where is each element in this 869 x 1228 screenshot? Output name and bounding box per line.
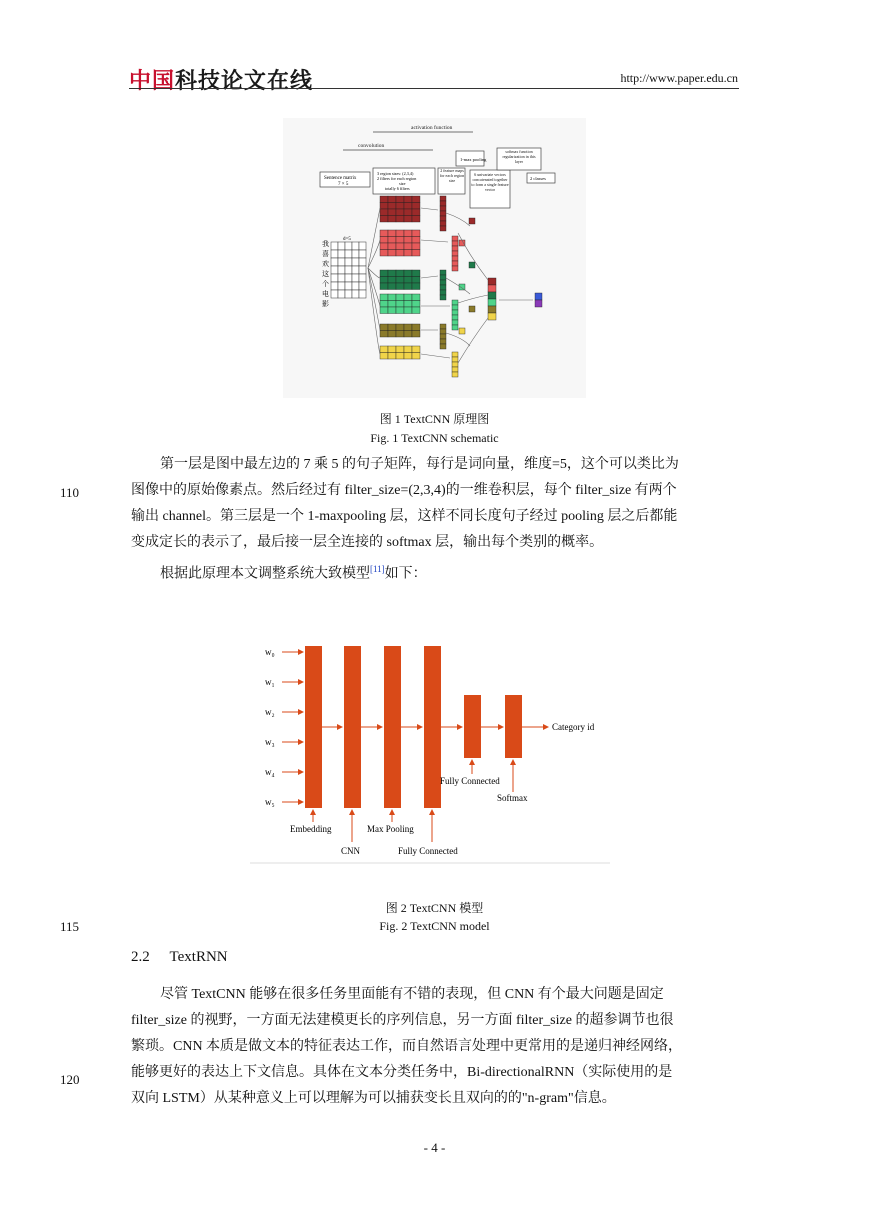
fully-connected-label-1: Fully Connected bbox=[398, 846, 458, 856]
paragraph-1-line-3: 输出 channel。第三层是一个 1-maxpooling 层，这样不同长度句子经过 pooling 层之后都能 bbox=[131, 509, 678, 524]
fig1-convolution-label: convolution bbox=[358, 143, 385, 149]
fig1-classes: 2 classes bbox=[530, 176, 546, 181]
fig1-char-2: 欢 bbox=[322, 260, 329, 268]
fc1-bar bbox=[424, 646, 441, 808]
fig1-char-3: 这 bbox=[322, 270, 329, 278]
figure-2-textcnn-model bbox=[250, 632, 612, 864]
paragraph-2 bbox=[131, 982, 682, 1112]
input-2: w₂ bbox=[265, 707, 275, 717]
cnn-bar bbox=[344, 646, 361, 808]
paragraph-1-line-4: 变成定长的表示了，最后接一层全连接的 softmax 层，输出每个类别的概率。 bbox=[131, 535, 604, 550]
fig1-region-sizes: 3 region sizes: (2,3,4) bbox=[377, 171, 414, 176]
section-number: 2.2 bbox=[131, 949, 150, 965]
input-5: w₅ bbox=[265, 797, 275, 807]
journal-logo: 中国科技论文在线 bbox=[129, 69, 314, 94]
fig1-char-1: 喜 bbox=[322, 250, 329, 258]
input-1: w₁ bbox=[265, 677, 275, 687]
section-title: TextRNN bbox=[169, 949, 228, 965]
fig1-d-label: d=5 bbox=[343, 237, 351, 242]
max-pooling-label: Max Pooling bbox=[367, 824, 414, 834]
fig1-char-5: 电 bbox=[322, 290, 329, 298]
input-3: w₃ bbox=[265, 737, 275, 747]
figure-2-caption-cn: 图 2 TextCNN 模型 bbox=[385, 901, 484, 915]
paragraph-1-line-1: 第一层是图中最左边的 7 乘 5 的句子矩阵，每行是词向量，维度=5，这个可以类比为 bbox=[160, 457, 679, 472]
line-number-115: 115 bbox=[60, 919, 80, 934]
page-number: - 4 - bbox=[423, 1140, 446, 1155]
input-4: w₄ bbox=[265, 767, 275, 777]
header-rule bbox=[129, 88, 739, 89]
paragraph-1-line-2: 图像中的原始像素点。然后经过有 filter_size=(2,3,4)的一维卷积层，每个 filter_size 有两个 bbox=[131, 483, 677, 498]
fig1-max-pooling: 1-max pooling bbox=[460, 157, 487, 162]
paragraph-1-line-5: 根据此原理本文调整系统大致模型[11]如下： bbox=[160, 564, 427, 582]
line-number-110: 110 bbox=[60, 485, 80, 500]
fig1-char-0: 我 bbox=[322, 240, 329, 248]
category-id-label: Category id bbox=[552, 722, 595, 732]
svg-text:2 filters for each region: 2 filters for each region bbox=[377, 176, 417, 181]
section-heading bbox=[131, 949, 228, 966]
fig1-sentence-matrix: Sentence matrix bbox=[324, 176, 357, 181]
citation-11[interactable]: [11] bbox=[370, 564, 385, 574]
fig1-univariate: 6 univariate vectors concatenated together to form a single feature vector bbox=[471, 172, 509, 192]
figure-1-caption-cn: 图 1 TextCNN 原理图 bbox=[379, 412, 490, 426]
embedding-bar bbox=[305, 646, 322, 808]
figure-1-caption-en: Fig. 1 TextCNN schematic bbox=[370, 431, 499, 445]
paragraph-2-line-5: 双向 LSTM）从某种意义上可以理解为可以捕获变长且双向的的"n-gram"信息。 bbox=[131, 1091, 616, 1106]
maxpool-bar bbox=[384, 646, 401, 808]
input-0: w₀ bbox=[265, 647, 275, 657]
embedding-label: Embedding bbox=[290, 824, 332, 834]
header-url: http://www.paper.edu.cn bbox=[620, 71, 738, 85]
fig1-activation-label: activation function bbox=[411, 125, 453, 131]
paragraph-2-line-3: 繁琐。CNN 本质是做文本的特征表达工作，而自然语言处理中更常用的是递归神经网络， bbox=[131, 1039, 683, 1054]
fully-connected-label-2: Fully Connected bbox=[440, 776, 500, 786]
cnn-label: CNN bbox=[341, 846, 361, 856]
line-number-120: 120 bbox=[60, 1072, 80, 1087]
softmax-label: Softmax bbox=[497, 793, 528, 803]
fig1-char-6: 影 bbox=[322, 300, 329, 308]
softmax-bar bbox=[505, 695, 522, 758]
paragraph-2-line-2: filter_size 的视野，一方面无法建模更长的序列信息，另一方面 filter_size 的超参调节也很 bbox=[131, 1013, 674, 1028]
svg-text:size: size bbox=[399, 181, 406, 186]
fig1-sentence-chars bbox=[322, 239, 329, 308]
fig1-char-4: 个 bbox=[322, 280, 329, 288]
svg-text:totally 6 filters: totally 6 filters bbox=[385, 186, 410, 191]
paragraph-2-line-4: 能够更好的表达上下文信息。具体在文本分类任务中，Bi-directionalRNN（实际使用的是 bbox=[131, 1065, 673, 1080]
figure-1-textcnn-schematic bbox=[283, 118, 586, 398]
fc2-bar bbox=[464, 695, 481, 758]
paragraph-1 bbox=[131, 452, 679, 588]
fig1-sentence-dim: 7 × 5 bbox=[338, 182, 349, 187]
fig1-softmax: softmax function regularization in this layer bbox=[502, 149, 536, 164]
paragraph-2-line-1: 尽管 TextCNN 能够在很多任务里面能有不错的表现，但 CNN 有个最大问题是固定 bbox=[160, 987, 664, 1002]
figure-2-caption-en: Fig. 2 TextCNN model bbox=[379, 919, 490, 933]
fig1-sentence-matrix-grid bbox=[331, 242, 366, 298]
fig1-feature-maps: 2 feature maps for each region size bbox=[439, 168, 465, 183]
